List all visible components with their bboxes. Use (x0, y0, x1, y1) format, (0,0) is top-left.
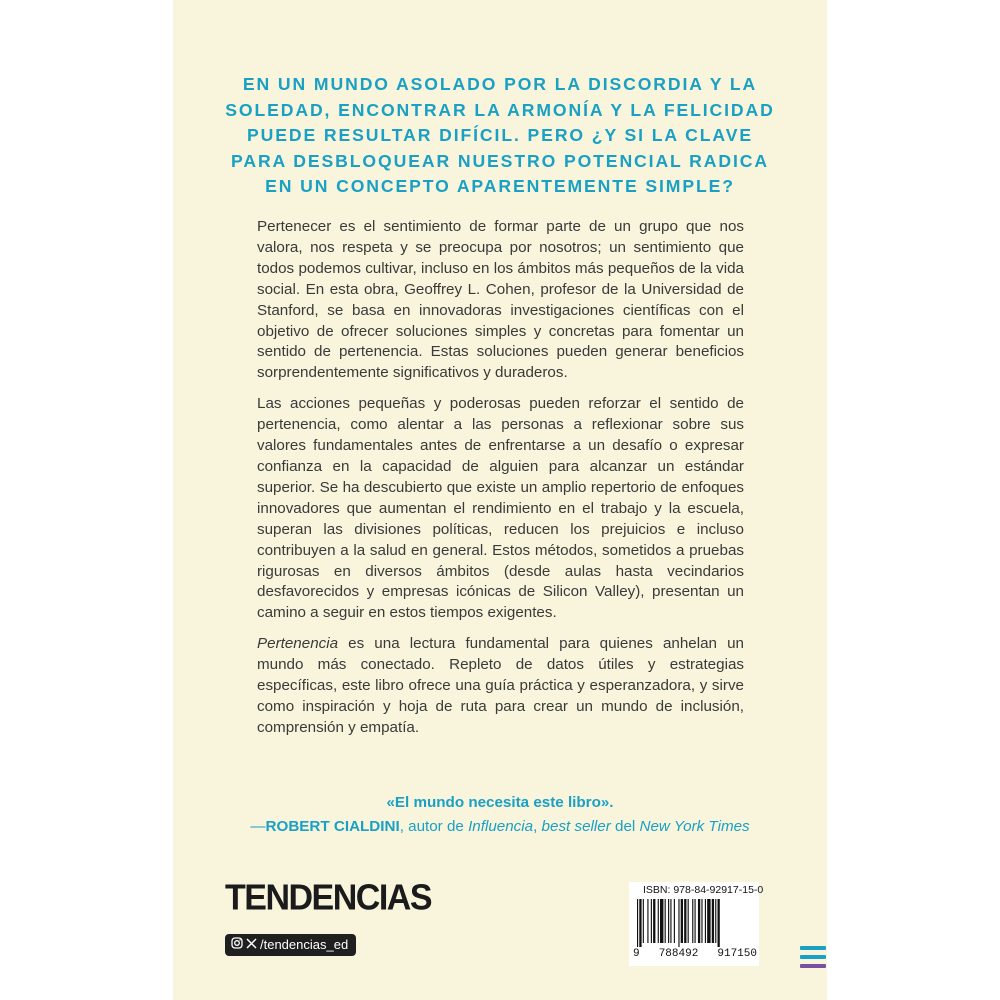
barcode-digit-group-1: 788492 (658, 948, 699, 960)
barcode-bar (651, 899, 652, 943)
barcode-bar (684, 899, 686, 943)
stripe (800, 946, 826, 950)
quote-del: del (610, 818, 640, 835)
quote-book: Influencia (468, 818, 534, 835)
x-icon (245, 934, 258, 956)
synopsis (257, 217, 744, 749)
quote-author: ROBERT CIALDINI (265, 818, 400, 835)
color-stripes (800, 946, 826, 973)
book-back-cover (173, 0, 827, 1000)
book-title: Pertenencia (257, 635, 339, 653)
barcode-bar (647, 899, 648, 943)
publisher-logo: TENDENCIAS (225, 878, 432, 918)
barcode-bar (674, 899, 675, 943)
quote-dash: — (250, 818, 266, 835)
headline-line: PUEDE RESULTAR DIFÍCIL. PERO ¿Y SI LA CLAVE (247, 125, 753, 146)
barcode-bar (658, 899, 659, 943)
barcode-bar (688, 899, 689, 943)
barcode-bar (692, 899, 693, 943)
synopsis-paragraph-2: Las acciones pequeñas y poderosas pueden reforzar el sentido de pertenencia, como alentar a las personas a reflexionar sobre sus valores fundamentales antes de enfrentarse a un desafío o expresar confianza en la capacidad de alguien para alcanzar un estándar superior. Se ha descubierto que existe un amplio repertorio de enfoques innovadores que aumentan el rendimiento en el trabajo y la escuela, superan las divisiones políticas, reducen los prejuicios e incluso contribuyen a la salud en general. Estos métodos, sometidos a pruebas rigurosas en diversos ámbitos (desde aulas hasta vecindarios desfavorecidos y empresas icónicas de Silicon Valley), presentan un camino a seguir en estos tiempos exigentes. (257, 395, 744, 622)
barcode-bar (705, 899, 706, 943)
quote-best-seller: best seller (541, 818, 611, 835)
quote-text: «El mundo necesita este libro». (386, 794, 614, 811)
barcode-bars (633, 899, 755, 947)
barcode-bar (715, 899, 716, 943)
barcode-bar (653, 899, 655, 943)
quote-attribution (213, 815, 787, 839)
headline (203, 72, 797, 200)
quote-comma: , (533, 818, 542, 835)
quote-newspaper: New York Times (639, 818, 750, 835)
social-handle-badge (225, 934, 356, 956)
barcode-bar (639, 899, 641, 947)
barcode-bar (712, 899, 714, 943)
synopsis-paragraph-1: Pertenecer es el sentimiento de formar parte de un grupo que nos valora, nos respeta y se preocupa por nosotros; un sentimiento que todos podemos cultivar, incluso en los ámbitos más pequeños de la vida social. En esta obra, Geoffrey L. Cohen, profesor de la Universidad de Stanford, se basa en innovadoras investigaciones científicas con el objetivo de ofrecer soluciones simples y concretas para fomentar un sentido de pertenencia. Estas soluciones pueden generar beneficios sorprendentemente significativos y duraderos. (257, 218, 744, 382)
quote-author-of: , autor de (399, 818, 469, 835)
headline-line: PARA DESBLOQUEAR NUESTRO POTENCIAL RADICA (231, 150, 769, 171)
barcode-bar (701, 899, 702, 943)
barcode-bar (707, 899, 710, 943)
social-handle-text: /tendencias_ed (260, 937, 349, 952)
barcode-digit-group-2: 917150 (717, 948, 757, 960)
barcode (629, 882, 764, 966)
headline-line: SOLEDAD, ENCONTRAR LA ARMONÍA Y LA FELICIDAD (225, 99, 775, 120)
paragraph-3-text: es una lectura fundamental para quienes anhelan un mundo más conectado. Repleto de datos útiles y estrategias específicas, este libro ofrece una guía práctica y esperanzadora, y sirve como inspiración y hoja de ruta para crear un mundo de inclusión, comprensión y empatía. (257, 635, 744, 736)
barcode-bar (698, 899, 700, 943)
isbn-label: ISBN: 978-84-92917-15-0 (643, 884, 764, 896)
stripe (800, 955, 826, 959)
barcode-bar (637, 899, 638, 947)
barcode-bar (670, 899, 671, 943)
headline-line: EN UN MUNDO ASOLADO POR LA DISCORDIA Y LA (242, 74, 758, 94)
instagram-icon (230, 934, 243, 956)
barcode-bar (643, 899, 644, 943)
barcode-bar (695, 899, 696, 943)
barcode-bar (718, 899, 720, 947)
headline-line: EN UN CONCEPTO APARENTEMENTE SIMPLE? (265, 176, 735, 197)
barcode-bar (665, 899, 666, 943)
barcode-digits (633, 948, 757, 960)
barcode-bar (660, 899, 663, 943)
barcode-digit-first: 9 (633, 948, 640, 960)
synopsis-paragraph-3 (257, 634, 744, 739)
barcode-bar (668, 899, 669, 943)
endorsement-quote (213, 791, 787, 839)
stripe (800, 964, 826, 968)
barcode-bar (678, 899, 679, 947)
barcode-bar (681, 899, 683, 943)
